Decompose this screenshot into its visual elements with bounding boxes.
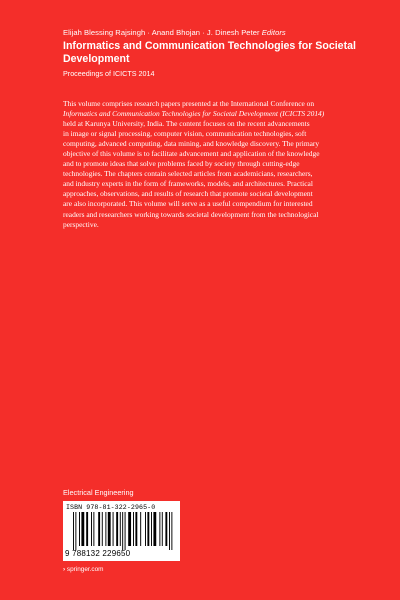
publisher-url: springer.com xyxy=(66,566,104,573)
description-line: technologies. The chapters contain selected articles from academicians, researchers, xyxy=(63,169,313,179)
description-line: approaches, observations, and results of research that promote societal development xyxy=(63,189,313,199)
isbn-barcode xyxy=(63,501,180,561)
publisher-link[interactable] xyxy=(63,566,104,573)
description-line: are also incorporated. This volume will serve as a useful compendium for interested xyxy=(63,199,313,209)
subject-category: Electrical Engineering xyxy=(63,488,134,497)
book-description xyxy=(63,99,339,230)
description-line: This volume comprises research papers presented at the International Conference on xyxy=(63,99,315,108)
conference-name: Informatics and Communication Technologies for Societal Development (ICICTS 2014) xyxy=(63,109,325,119)
editor-names: Elijah Blessing Rajsingh · Anand Bhojan · J. Dinesh Peter xyxy=(63,28,260,37)
editors-line xyxy=(63,28,286,37)
barcode-digits: 9 788132 229650 xyxy=(65,549,131,558)
description-line: readers and researchers working towards societal development from the technological xyxy=(63,209,319,219)
book-subtitle: Proceedings of ICICTS 2014 xyxy=(63,69,155,78)
description-line: held at Karunya University, India. The content focuses on the recent advancements xyxy=(63,119,310,129)
description-line: computing, advanced computing, data mining, and knowledge discovery. The primary xyxy=(63,139,320,149)
description-line: in image or signal processing, computer vision, communication technologies, soft xyxy=(63,129,307,139)
description-line: and to promote ideas that solve problems faced by society through cutting-edge xyxy=(63,159,300,169)
description-line: objective of this volume is to facilitate advancement and application of the knowledge xyxy=(63,149,320,159)
description-line: perspective. xyxy=(63,219,99,229)
arrow-icon: › xyxy=(63,566,66,573)
isbn-label: ISBN 978-81-322-2965-0 xyxy=(66,504,156,511)
book-title: Informatics and Communication Technologies for Societal Development xyxy=(63,40,356,65)
description-line: and industry experts in the form of frameworks, models, and architectures. Practical xyxy=(63,179,313,189)
barcode-icon xyxy=(73,512,177,550)
editors-role: Editors xyxy=(261,28,286,37)
description-line-conference-name xyxy=(63,109,339,119)
